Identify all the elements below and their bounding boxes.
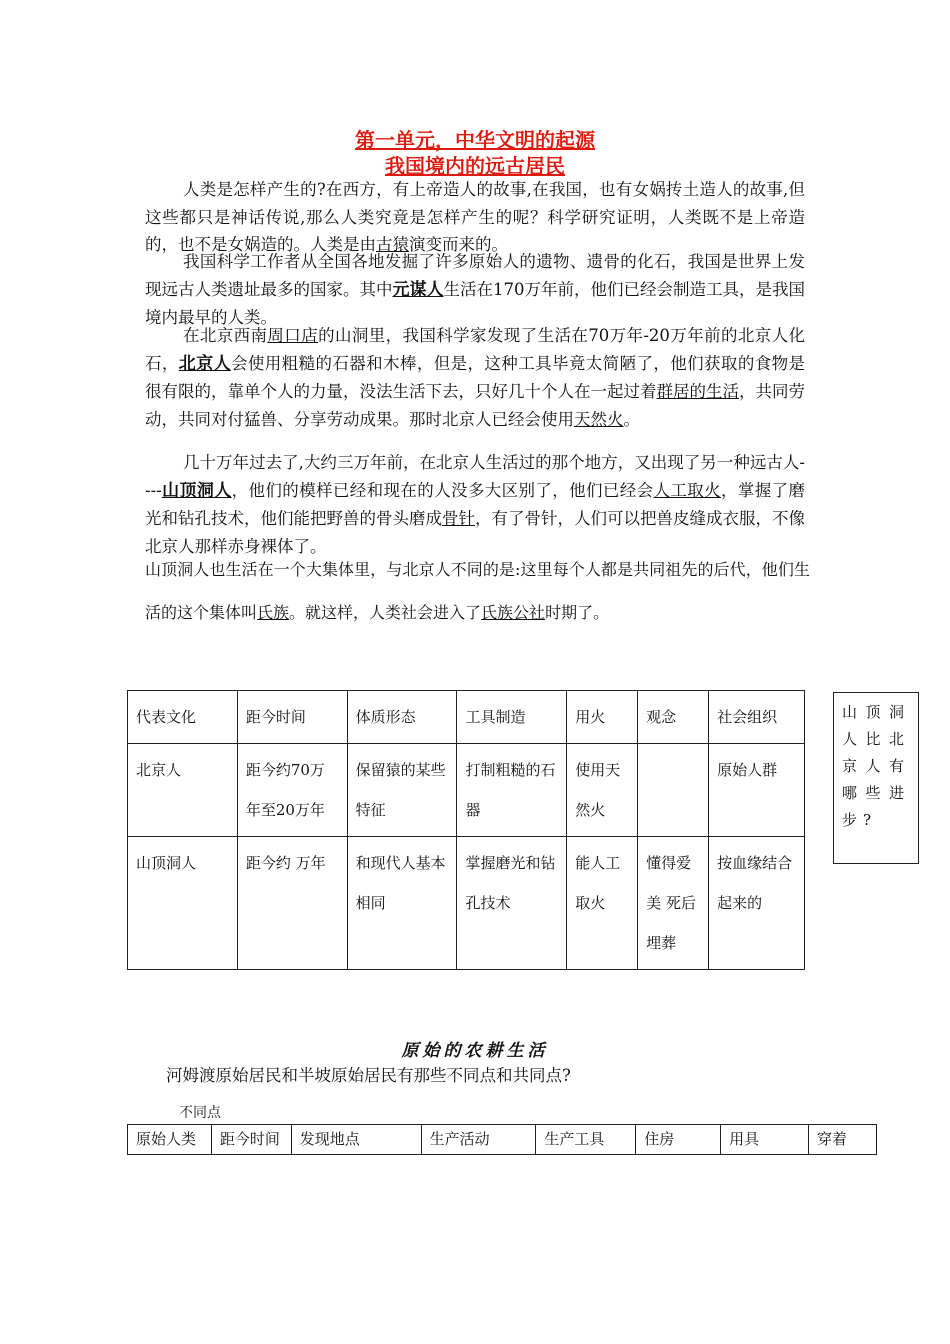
header-cell: 发现地点	[291, 1125, 421, 1155]
header-cell: 体质形态	[347, 691, 457, 744]
header-cell: 社会组织	[709, 691, 805, 744]
paragraph-peking-man: 在北京西南周口店的山洞里，我国科学家发现了生活在70万年-20万年前的北京人化石，北京人会使用粗糙的石器和木棒，但是，这种工具毕竟太简陋了，他们获取的食物是很有限的，靠单个人的力量，没法生活下去，只好几十个人在一起过着群居的生活，共同劳动，共同对付猛兽、分享劳动成果。那时北京人已经会使用天然火。	[145, 326, 806, 429]
table-cell: 山顶洞人	[128, 837, 238, 970]
table-cell: 掌握磨光和钻孔技术	[457, 837, 567, 970]
table-cell: 使用天然火	[567, 744, 638, 837]
question-text: 河姆渡原始居民和半坡原始居民有那些不同点和共同点?	[166, 1066, 571, 1085]
question-box: 山顶洞人比北京人有哪些进步?	[833, 692, 919, 864]
header-cell: 原始人类	[128, 1125, 212, 1155]
table-cell: 距今约 万年	[237, 837, 347, 970]
section-heading: 原始的农耕生活	[401, 1041, 549, 1061]
keyword-yuanmou: 元谋人	[392, 279, 444, 300]
header-cell: 住房	[636, 1125, 721, 1155]
header-cell: 用火	[567, 691, 638, 744]
table-cell: 北京人	[128, 744, 238, 837]
keyword-peking-man: 北京人	[178, 353, 231, 374]
table-cell: 和现代人基本相同	[347, 837, 457, 970]
header-cell: 工具制造	[457, 691, 567, 744]
table-cell: 原始人群	[709, 744, 805, 837]
lesson-title: 我国境内的远古居民	[385, 154, 565, 178]
header-cell: 距今时间	[237, 691, 347, 744]
paragraph-yuanmou: 我国科学工作者从全国各地发掘了许多原始人的遗物、遗骨的化石，我国是世界上发现远古人类遗址最多的国家。其中元谋人生活在170万年前，他们已经会制造工具，是我国境内最早的人类。	[145, 252, 805, 328]
paragraph-origin: 人类是怎样产生的?在西方，有上帝造人的故事,在我国，也有女娲抟土造人的故事,但这些都只是神话传说,那么人类究竟是怎样产生的呢？科学研究证明，人类既不是上帝造的，也不是女娲造的。人类是由古猿演变而来的。	[145, 180, 805, 255]
paragraph-upper-cave: 几十万年过去了,大约三万年前，在北京人生活过的那个地方，又出现了另一种远古人----山顶洞人，他们的模样已经和现在的人没多大区别了，他们已经会人工取火，掌握了磨光和钻孔技术，他们能把野兽的骨头磨成骨针，有了骨针，人们可以把兽皮缝成衣服，不像北京人那样赤身裸体了。	[145, 453, 806, 556]
header-cell: 代表文化	[128, 691, 238, 744]
comparison-table	[127, 690, 805, 970]
table-row	[128, 744, 805, 837]
differences-table	[127, 1124, 877, 1155]
header-cell: 生产工具	[536, 1125, 636, 1155]
table-cell: 距今约70万年至20万年	[237, 744, 347, 837]
paragraph-clan: 山顶洞人也生活在一个大集体里，与北京人不同的是:这里每个人都是共同祖先的后代，他们生活的这个集体叫氏族。就这样，人类社会进入了氏族公社时期了。	[145, 560, 810, 622]
keyword-upper-cave: 山顶洞人	[161, 480, 232, 501]
header-cell: 生产活动	[421, 1125, 536, 1155]
table-cell: 能人工取火	[567, 837, 638, 970]
table-header-row	[128, 1125, 877, 1155]
unit-title: 第一单元，中华文明的起源	[355, 128, 595, 152]
table-cell: 保留猿的某些特征	[347, 744, 457, 837]
header-cell: 距今时间	[211, 1125, 291, 1155]
table-row	[128, 837, 805, 970]
header-cell: 穿着	[809, 1125, 877, 1155]
table-cell: 打制粗糙的石器	[457, 744, 567, 837]
header-cell: 用具	[721, 1125, 809, 1155]
table-cell: 按血缘结合起来的	[709, 837, 805, 970]
table-cell: 懂得爱美 死后埋葬	[638, 837, 709, 970]
header-cell: 观念	[638, 691, 709, 744]
differences-label: 不同点	[179, 1105, 221, 1121]
table-cell	[638, 744, 709, 837]
table-header-row	[128, 691, 805, 744]
